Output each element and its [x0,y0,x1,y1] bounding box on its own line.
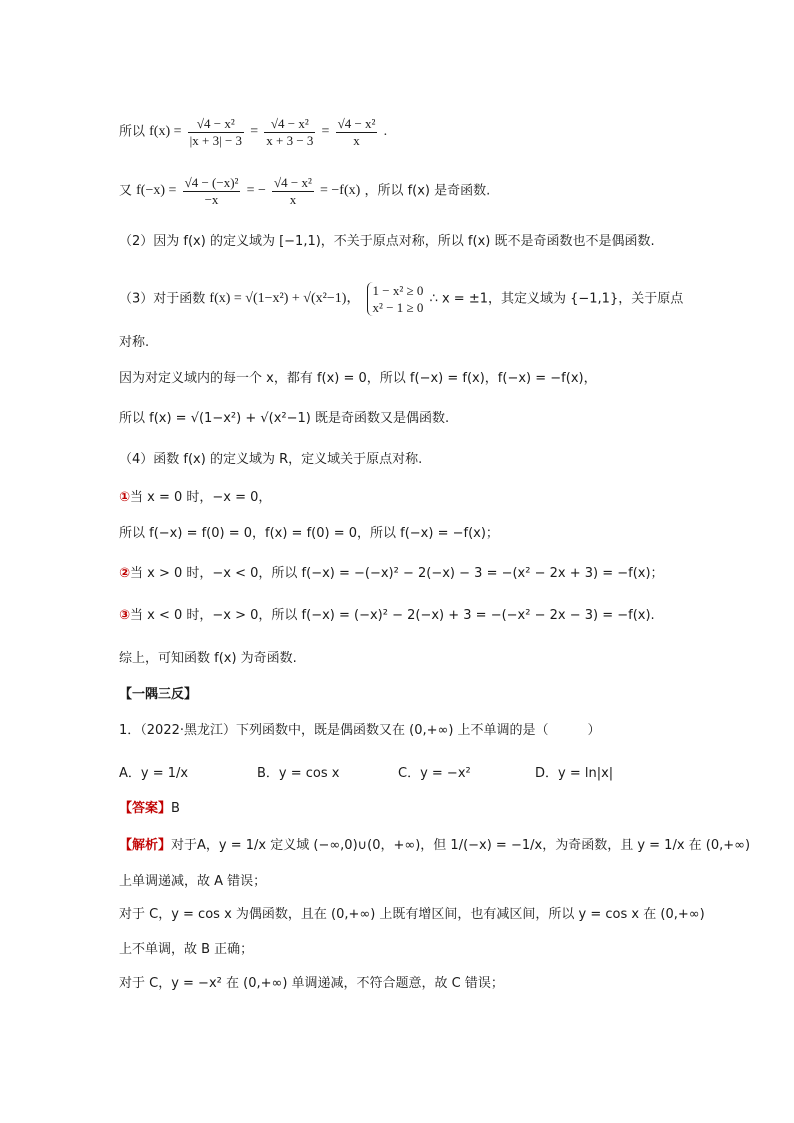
fraction-1: $\frac{\text{√4 − x²}}{|x + 3| - 3}$ [189,115,243,148]
option-b: B．y = cos x [257,766,340,781]
line-4-prefix: （3）对于函数 [119,291,206,307]
fraction-5: $\frac{\text{√4 − x²}}{x}$ [274,174,312,207]
fraction-4: $\frac{\text{√4 − (−x)²}}{-x}$ [184,174,239,207]
solution-line-2 [119,171,490,211]
inequality-system [367,282,424,316]
solution-line-8: （4）函数 f(x) 的定义域为 R，定义域关于原点对称. [119,452,423,467]
analysis-label: 【解析】 [119,838,172,853]
equals-sign: = [250,124,259,139]
line-4-math: f(x) = √(1−x²) + √(x²−1)， [209,291,361,306]
solution-line-1 [119,112,387,152]
answer-value: B [171,801,180,816]
fraction-3: $\frac{\text{√4 − x²}}{x}$ [337,115,376,148]
solution-line-13: 综上，可知函数 f(x) 为奇函数. [119,651,297,666]
f-of-minus-x: f(−x) = [136,183,177,198]
solution-line-3: （2）因为 f(x) 的定义域为 [−1,1)，不关于原点对称，所以 f(x) 既不是奇函数也不是偶函数. [119,234,655,249]
case-3-text: 当 x < 0 时，−x > 0，所以 f(−x) = (−x)² − 2(−x) + 3 = −(−x² − 2x − 3) = −f(x). [130,608,655,623]
circled-number-1: ① [119,490,131,505]
solution-line-5: 对称. [119,335,150,350]
equals-minus: = − [246,183,266,198]
circled-number-2: ② [119,566,131,581]
case-1-text: 当 x = 0 时，−x = 0， [130,490,272,505]
analysis-line-5: 对于 C，y = −x² 在 (0,+∞) 单调递减，不符合题意，故 C 错误； [119,976,504,991]
equals-minus-f: = −f(x) [320,183,361,198]
circled-number-3: ③ [119,608,131,623]
system-row-1: 1 − x² ≥ 0 [372,283,424,298]
answer-label: 【答案】 [119,801,172,816]
option-a: A．y = 1/x [119,766,189,781]
analysis-line-2: 上单调递减，故 A 错误； [119,874,267,889]
answer-line [119,799,180,819]
line-2-post: ，所以 f(x) 是奇函数. [364,183,491,199]
option-c: C．y = −x² [398,766,471,781]
system-row-2: x² − 1 ≥ 0 [372,300,424,315]
line-1-prefix: 所以 [119,124,150,140]
solution-line-6: 因为对定义域内的每一个 x，都有 f(x) = 0，所以 f(−x) = f(x)，f(−x) = −f(x)， [119,371,597,386]
analysis-line-1 [119,836,750,856]
question-1: 1．（2022·黑龙江）下列函数中，既是偶函数又在 (0,+∞) 上不单调的是（ ） [119,723,601,738]
section-title: 【一隅三反】 [119,687,198,702]
fraction-2: $\frac{\text{√4 − x²}}{x + 3 - 3}$ [266,115,314,148]
line-4-post: ∴ x = ±1，其定义域为 {−1,1}，关于原点 [429,291,684,307]
f-of-x: f(x) = [149,124,182,139]
solution-line-10: 所以 f(−x) = f(0) = 0，f(x) = f(0) = 0，所以 f(−x) = −f(x)； [119,526,499,541]
solution-line-9 [119,488,271,508]
solution-line-12 [119,606,655,626]
analysis-line-4: 上不单调，故 B 正确； [119,942,254,957]
analysis-line-3: 对于 C，y = cos x 为偶函数，且在 (0,+∞) 上既有增区间，也有减区间，所以 y = cos x 在 (0,+∞) [119,907,705,922]
period: . [383,124,388,139]
line-2-prefix: 又 [119,183,137,199]
case-2-text: 当 x > 0 时，−x < 0，所以 f(−x) = −(−x)² − 2(−x) − 3 = −(x² − 2x + 3) = −f(x)； [130,566,664,581]
solution-line-7: 所以 f(x) = √(1−x²) + √(x²−1) 既是奇函数又是偶函数. [119,411,450,426]
solution-line-4 [119,279,683,319]
analysis-text-1: 对于A，y = 1/x 定义域 (−∞,0)∪(0，+∞)，但 1/(−x) = −1/x，为奇函数，且 y = 1/x 在 (0,+∞) [171,838,751,853]
equals-sign: = [321,124,330,139]
option-d: D．y = ln|x| [535,766,614,781]
solution-line-11 [119,564,664,584]
